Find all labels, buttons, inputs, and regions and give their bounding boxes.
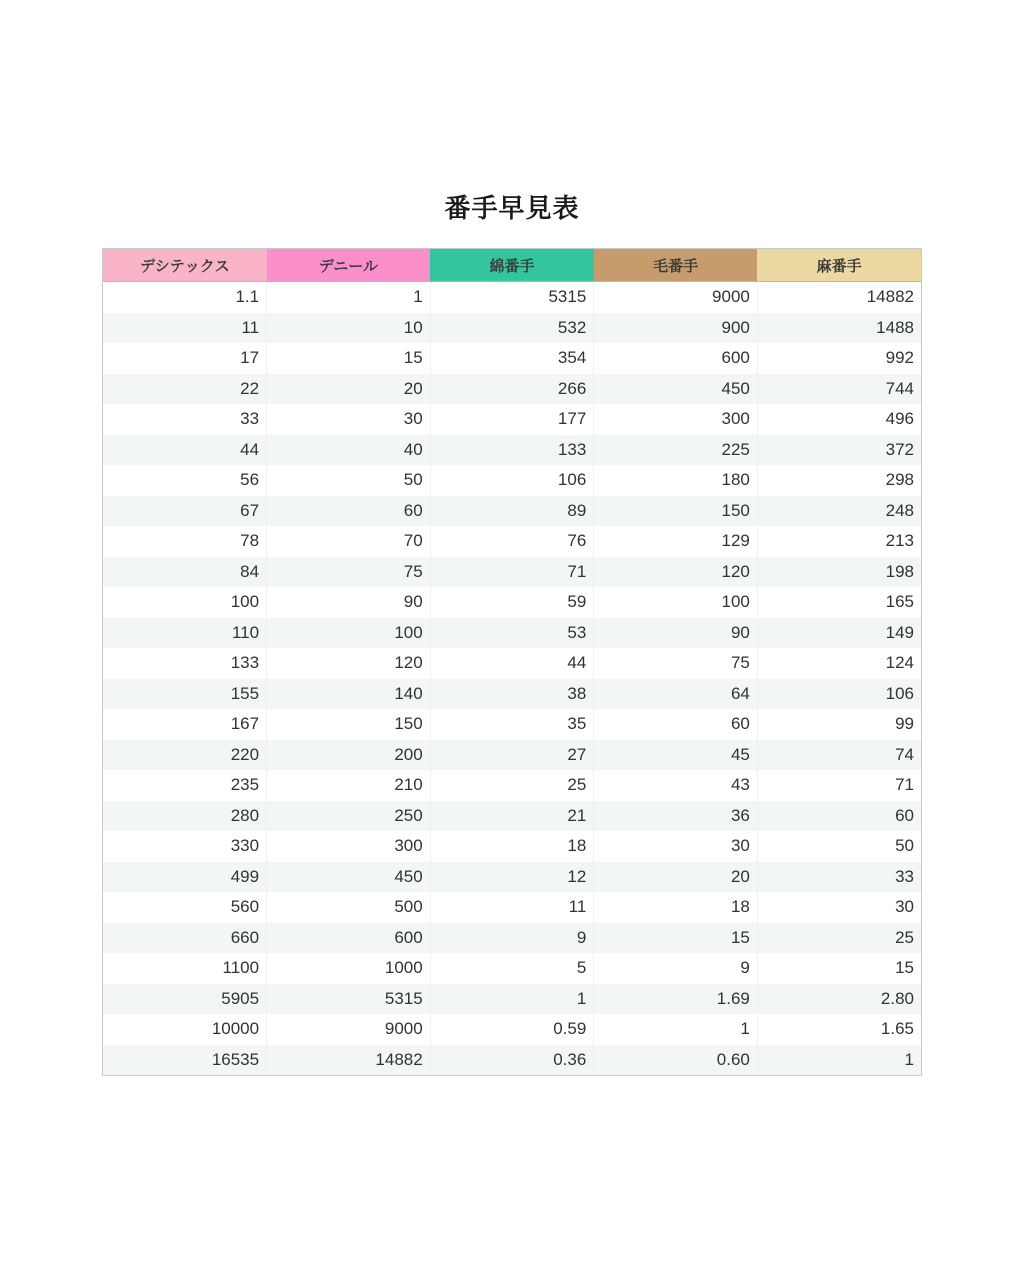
cell-wool-count: 600 xyxy=(594,343,758,374)
cell-linen-count: 248 xyxy=(757,496,921,527)
cell-wool-count: 15 xyxy=(594,923,758,954)
cell-cotton-count: 532 xyxy=(430,313,594,344)
cell-denier: 70 xyxy=(267,526,431,557)
cell-wool-count: 180 xyxy=(594,465,758,496)
table-body xyxy=(103,282,921,1076)
cell-wool-count: 100 xyxy=(594,587,758,618)
cell-decitex: 10000 xyxy=(103,1014,267,1045)
cell-decitex: 100 xyxy=(103,587,267,618)
cell-linen-count: 165 xyxy=(757,587,921,618)
cell-decitex: 1.1 xyxy=(103,282,267,313)
cell-denier: 50 xyxy=(267,465,431,496)
table-row xyxy=(103,557,921,588)
cell-denier: 30 xyxy=(267,404,431,435)
cell-linen-count: 744 xyxy=(757,374,921,405)
cell-cotton-count: 1 xyxy=(430,984,594,1015)
cell-denier: 600 xyxy=(267,923,431,954)
cell-linen-count: 33 xyxy=(757,862,921,893)
cell-cotton-count: 0.59 xyxy=(430,1014,594,1045)
table-row xyxy=(103,770,921,801)
cell-wool-count: 75 xyxy=(594,648,758,679)
cell-denier: 75 xyxy=(267,557,431,588)
table-row xyxy=(103,801,921,832)
cell-linen-count: 74 xyxy=(757,740,921,771)
cell-linen-count: 60 xyxy=(757,801,921,832)
header-linen-count: 麻番手 xyxy=(757,249,921,282)
cell-linen-count: 372 xyxy=(757,435,921,466)
cell-cotton-count: 177 xyxy=(430,404,594,435)
cell-decitex: 84 xyxy=(103,557,267,588)
cell-wool-count: 60 xyxy=(594,709,758,740)
table-row xyxy=(103,465,921,496)
cell-cotton-count: 53 xyxy=(430,618,594,649)
cell-wool-count: 20 xyxy=(594,862,758,893)
cell-denier: 500 xyxy=(267,892,431,923)
cell-denier: 14882 xyxy=(267,1045,431,1076)
table-row xyxy=(103,526,921,557)
table-row xyxy=(103,740,921,771)
cell-linen-count: 198 xyxy=(757,557,921,588)
cell-cotton-count: 44 xyxy=(430,648,594,679)
cell-wool-count: 45 xyxy=(594,740,758,771)
cell-decitex: 133 xyxy=(103,648,267,679)
table-row xyxy=(103,374,921,405)
table-row xyxy=(103,313,921,344)
cell-denier: 9000 xyxy=(267,1014,431,1045)
cell-linen-count: 496 xyxy=(757,404,921,435)
page-title: 番手早見表 xyxy=(444,194,580,224)
table-row xyxy=(103,587,921,618)
cell-wool-count: 9000 xyxy=(594,282,758,313)
cell-decitex: 560 xyxy=(103,892,267,923)
table-row xyxy=(103,282,921,313)
cell-wool-count: 43 xyxy=(594,770,758,801)
cell-decitex: 499 xyxy=(103,862,267,893)
cell-wool-count: 36 xyxy=(594,801,758,832)
cell-linen-count: 992 xyxy=(757,343,921,374)
cell-wool-count: 300 xyxy=(594,404,758,435)
header-wool-count: 毛番手 xyxy=(594,249,758,282)
cell-denier: 15 xyxy=(267,343,431,374)
cell-wool-count: 225 xyxy=(594,435,758,466)
cell-cotton-count: 59 xyxy=(430,587,594,618)
cell-cotton-count: 89 xyxy=(430,496,594,527)
cell-denier: 200 xyxy=(267,740,431,771)
cell-cotton-count: 354 xyxy=(430,343,594,374)
cell-denier: 100 xyxy=(267,618,431,649)
cell-linen-count: 106 xyxy=(757,679,921,710)
cell-decitex: 110 xyxy=(103,618,267,649)
cell-denier: 140 xyxy=(267,679,431,710)
cell-denier: 90 xyxy=(267,587,431,618)
cell-wool-count: 9 xyxy=(594,953,758,984)
table-row xyxy=(103,1014,921,1045)
cell-decitex: 330 xyxy=(103,831,267,862)
cell-cotton-count: 5 xyxy=(430,953,594,984)
cell-wool-count: 64 xyxy=(594,679,758,710)
cell-cotton-count: 76 xyxy=(430,526,594,557)
conversion-table-container xyxy=(102,248,922,1076)
cell-linen-count: 1 xyxy=(757,1045,921,1076)
cell-cotton-count: 18 xyxy=(430,831,594,862)
cell-decitex: 56 xyxy=(103,465,267,496)
cell-decitex: 220 xyxy=(103,740,267,771)
table-row xyxy=(103,343,921,374)
table-row xyxy=(103,953,921,984)
table-row xyxy=(103,618,921,649)
cell-linen-count: 298 xyxy=(757,465,921,496)
cell-decitex: 1100 xyxy=(103,953,267,984)
cell-decitex: 167 xyxy=(103,709,267,740)
cell-wool-count: 450 xyxy=(594,374,758,405)
cell-linen-count: 50 xyxy=(757,831,921,862)
cell-wool-count: 1 xyxy=(594,1014,758,1045)
cell-cotton-count: 25 xyxy=(430,770,594,801)
cell-denier: 5315 xyxy=(267,984,431,1015)
table-row xyxy=(103,1045,921,1076)
table-row xyxy=(103,679,921,710)
table-header xyxy=(103,249,921,282)
cell-decitex: 22 xyxy=(103,374,267,405)
cell-linen-count: 25 xyxy=(757,923,921,954)
cell-decitex: 280 xyxy=(103,801,267,832)
cell-wool-count: 0.60 xyxy=(594,1045,758,1076)
cell-denier: 120 xyxy=(267,648,431,679)
table-row xyxy=(103,648,921,679)
cell-linen-count: 15 xyxy=(757,953,921,984)
cell-cotton-count: 38 xyxy=(430,679,594,710)
header-denier: デニール xyxy=(267,249,431,282)
cell-cotton-count: 0.36 xyxy=(430,1045,594,1076)
cell-denier: 150 xyxy=(267,709,431,740)
cell-linen-count: 1488 xyxy=(757,313,921,344)
cell-decitex: 67 xyxy=(103,496,267,527)
cell-decitex: 155 xyxy=(103,679,267,710)
cell-decitex: 16535 xyxy=(103,1045,267,1076)
cell-denier: 1 xyxy=(267,282,431,313)
cell-denier: 40 xyxy=(267,435,431,466)
header-cotton-count: 綿番手 xyxy=(430,249,594,282)
cell-cotton-count: 27 xyxy=(430,740,594,771)
table-row xyxy=(103,984,921,1015)
table-row xyxy=(103,892,921,923)
cell-wool-count: 129 xyxy=(594,526,758,557)
cell-linen-count: 2.80 xyxy=(757,984,921,1015)
cell-wool-count: 1.69 xyxy=(594,984,758,1015)
cell-denier: 10 xyxy=(267,313,431,344)
yarn-count-conversion-table xyxy=(103,249,921,1075)
cell-denier: 250 xyxy=(267,801,431,832)
cell-denier: 300 xyxy=(267,831,431,862)
cell-linen-count: 71 xyxy=(757,770,921,801)
table-row xyxy=(103,923,921,954)
cell-cotton-count: 106 xyxy=(430,465,594,496)
cell-decitex: 11 xyxy=(103,313,267,344)
cell-decitex: 5905 xyxy=(103,984,267,1015)
cell-cotton-count: 133 xyxy=(430,435,594,466)
cell-wool-count: 30 xyxy=(594,831,758,862)
cell-cotton-count: 266 xyxy=(430,374,594,405)
cell-wool-count: 90 xyxy=(594,618,758,649)
cell-denier: 20 xyxy=(267,374,431,405)
cell-decitex: 44 xyxy=(103,435,267,466)
cell-linen-count: 124 xyxy=(757,648,921,679)
cell-denier: 1000 xyxy=(267,953,431,984)
cell-denier: 60 xyxy=(267,496,431,527)
header-row xyxy=(103,249,921,282)
cell-wool-count: 150 xyxy=(594,496,758,527)
cell-decitex: 78 xyxy=(103,526,267,557)
table-row xyxy=(103,709,921,740)
cell-cotton-count: 35 xyxy=(430,709,594,740)
cell-cotton-count: 71 xyxy=(430,557,594,588)
table-row xyxy=(103,404,921,435)
cell-linen-count: 99 xyxy=(757,709,921,740)
cell-decitex: 235 xyxy=(103,770,267,801)
table-row xyxy=(103,496,921,527)
cell-cotton-count: 11 xyxy=(430,892,594,923)
cell-cotton-count: 9 xyxy=(430,923,594,954)
table-row xyxy=(103,435,921,466)
cell-cotton-count: 21 xyxy=(430,801,594,832)
cell-wool-count: 120 xyxy=(594,557,758,588)
cell-linen-count: 149 xyxy=(757,618,921,649)
cell-decitex: 660 xyxy=(103,923,267,954)
cell-linen-count: 1.65 xyxy=(757,1014,921,1045)
table-row xyxy=(103,862,921,893)
cell-wool-count: 900 xyxy=(594,313,758,344)
cell-denier: 210 xyxy=(267,770,431,801)
cell-decitex: 33 xyxy=(103,404,267,435)
table-row xyxy=(103,831,921,862)
cell-cotton-count: 12 xyxy=(430,862,594,893)
cell-linen-count: 14882 xyxy=(757,282,921,313)
cell-cotton-count: 5315 xyxy=(430,282,594,313)
cell-linen-count: 30 xyxy=(757,892,921,923)
cell-denier: 450 xyxy=(267,862,431,893)
cell-linen-count: 213 xyxy=(757,526,921,557)
cell-decitex: 17 xyxy=(103,343,267,374)
cell-wool-count: 18 xyxy=(594,892,758,923)
header-decitex: デシテックス xyxy=(103,249,267,282)
